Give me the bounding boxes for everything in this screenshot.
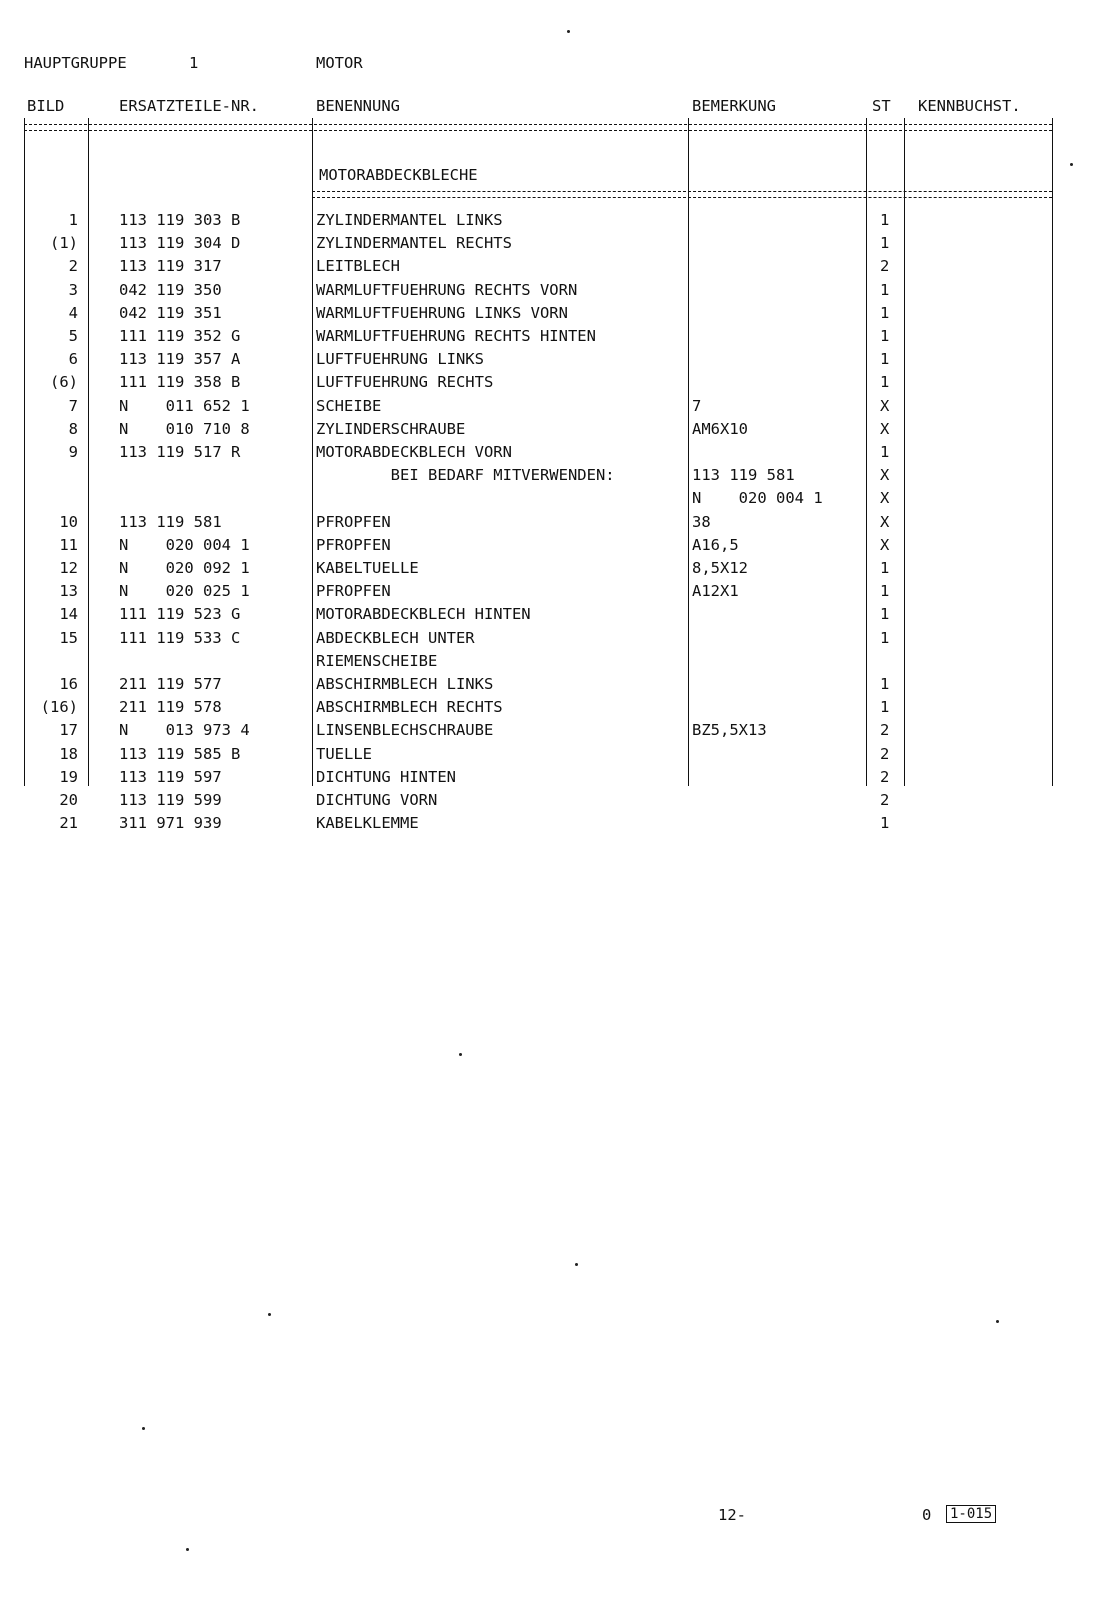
scan-speck (142, 1427, 145, 1430)
row-bild: 12 (59, 559, 78, 577)
scan-speck (1070, 163, 1073, 166)
row-name: LUFTFUEHRUNG LINKS (316, 350, 484, 368)
row-part-number: 113 119 517 R (119, 443, 241, 461)
row-remark: N 020 004 1 (692, 489, 823, 507)
scan-speck (268, 1313, 271, 1316)
row-bild: 19 (59, 768, 78, 786)
row-name: RIEMENSCHEIBE (316, 652, 438, 670)
row-quantity: 1 (880, 373, 890, 391)
row-bild: 20 (59, 791, 78, 809)
row-bild: 18 (59, 745, 78, 763)
row-remark: 113 119 581 (692, 466, 795, 484)
row-bild: 21 (59, 814, 78, 832)
row-quantity: X (880, 466, 890, 484)
row-remark: 8,5X12 (692, 559, 748, 577)
row-quantity: 1 (880, 211, 890, 229)
revision: 0 (922, 1506, 932, 1524)
row-bild: 4 (68, 304, 78, 322)
col-header-bild: BILD (27, 97, 65, 115)
row-name: LINSENBLECHSCHRAUBE (316, 721, 494, 739)
row-bild: 15 (59, 629, 78, 647)
row-name: MOTORABDECKBLECH HINTEN (316, 605, 531, 623)
page-number: 12- (718, 1506, 746, 1524)
row-quantity: 2 (880, 791, 890, 809)
row-bild: 5 (68, 327, 78, 345)
row-name: DICHTUNG HINTEN (316, 768, 456, 786)
col-header-st: ST (872, 97, 891, 115)
col-header-code: KENNBUCHST. (918, 97, 1021, 115)
row-bild: 13 (59, 582, 78, 600)
row-part-number: N 013 973 4 (119, 721, 250, 739)
col-header-remark: BEMERKUNG (692, 97, 776, 115)
row-bild: 11 (59, 536, 78, 554)
row-name: SCHEIBE (316, 397, 382, 415)
row-part-number: 042 119 351 (119, 304, 222, 322)
section-rule (312, 191, 1052, 192)
row-name: ABDECKBLECH UNTER (316, 629, 475, 647)
row-part-number: 111 119 523 G (119, 605, 241, 623)
scan-speck (186, 1548, 189, 1551)
row-quantity: 1 (880, 304, 890, 322)
col-header-name: BENENNUNG (316, 97, 400, 115)
row-quantity: 2 (880, 721, 890, 739)
page-code: 1-015 (946, 1505, 996, 1523)
row-quantity: 1 (880, 350, 890, 368)
row-name: KABELKLEMME (316, 814, 419, 832)
row-name: KABELTUELLE (316, 559, 419, 577)
header-rule-lower (24, 130, 1052, 131)
row-bild: 9 (68, 443, 78, 461)
col-header-part-no: ERSATZTEILE-NR. (119, 97, 259, 115)
scan-speck (575, 1263, 578, 1266)
row-bild: 7 (68, 397, 78, 415)
row-part-number: 111 119 358 B (119, 373, 241, 391)
row-quantity: 2 (880, 257, 890, 275)
row-quantity: 1 (880, 675, 890, 693)
row-part-number: 042 119 350 (119, 281, 222, 299)
row-remark: 7 (692, 397, 702, 415)
row-quantity: 1 (880, 327, 890, 345)
row-part-number: 113 119 317 (119, 257, 222, 275)
row-remark: A16,5 (692, 536, 739, 554)
row-part-number: 113 119 599 (119, 791, 222, 809)
row-name: LUFTFUEHRUNG RECHTS (316, 373, 494, 391)
column-divider (866, 118, 867, 786)
row-name: ABSCHIRMBLECH LINKS (316, 675, 494, 693)
row-remark: AM6X10 (692, 420, 748, 438)
row-bild: 3 (68, 281, 78, 299)
row-bild: (16) (40, 698, 78, 716)
section-title: MOTORABDECKBLECHE (319, 166, 478, 184)
row-quantity: 1 (880, 281, 890, 299)
row-part-number: 113 119 597 (119, 768, 222, 786)
row-quantity: X (880, 513, 890, 531)
row-bild: 8 (68, 420, 78, 438)
row-remark: 38 (692, 513, 711, 531)
column-divider (688, 118, 689, 786)
row-name: ABSCHIRMBLECH RECHTS (316, 698, 503, 716)
row-part-number: 113 119 303 B (119, 211, 241, 229)
row-part-number: 113 119 357 A (119, 350, 241, 368)
row-name: MOTORABDECKBLECH VORN (316, 443, 512, 461)
row-quantity: 2 (880, 745, 890, 763)
row-bild: 10 (59, 513, 78, 531)
row-bild: (1) (50, 234, 78, 252)
column-divider (88, 118, 89, 786)
row-name: PFROPFEN (316, 513, 391, 531)
row-quantity: 1 (880, 582, 890, 600)
row-bild: 14 (59, 605, 78, 623)
row-quantity: 1 (880, 234, 890, 252)
row-part-number: N 010 710 8 (119, 420, 250, 438)
row-quantity: 1 (880, 605, 890, 623)
row-name: LEITBLECH (316, 257, 400, 275)
row-part-number: 111 119 352 G (119, 327, 241, 345)
row-quantity: 1 (880, 698, 890, 716)
row-name: PFROPFEN (316, 582, 391, 600)
row-remark: BZ5,5X13 (692, 721, 767, 739)
row-part-number: 113 119 304 D (119, 234, 241, 252)
column-divider (312, 118, 313, 786)
row-quantity: X (880, 536, 890, 554)
row-part-number: N 020 025 1 (119, 582, 250, 600)
row-name: ZYLINDERSCHRAUBE (316, 420, 466, 438)
column-divider (24, 118, 25, 786)
section-rule-lower (312, 197, 1052, 198)
row-quantity: 2 (880, 768, 890, 786)
row-bild: 17 (59, 721, 78, 739)
row-part-number: 113 119 585 B (119, 745, 241, 763)
row-quantity: 1 (880, 814, 890, 832)
row-bild: 6 (68, 350, 78, 368)
row-bild: 1 (68, 211, 78, 229)
row-name: WARMLUFTFUEHRUNG RECHTS HINTEN (316, 327, 596, 345)
group-number: 1 (189, 54, 199, 72)
row-part-number: 311 971 939 (119, 814, 222, 832)
row-remark: A12X1 (692, 582, 739, 600)
group-label: HAUPTGRUPPE (24, 54, 127, 72)
row-part-number: N 020 092 1 (119, 559, 250, 577)
row-quantity: 1 (880, 443, 890, 461)
row-name: WARMLUFTFUEHRUNG RECHTS VORN (316, 281, 578, 299)
row-part-number: 211 119 577 (119, 675, 222, 693)
row-bild: 2 (68, 257, 78, 275)
row-name: ZYLINDERMANTEL LINKS (316, 211, 503, 229)
row-name: ZYLINDERMANTEL RECHTS (316, 234, 512, 252)
column-divider (1052, 118, 1053, 786)
row-name: DICHTUNG VORN (316, 791, 438, 809)
row-part-number: 211 119 578 (119, 698, 222, 716)
header-rule (24, 124, 1052, 125)
row-quantity: X (880, 420, 890, 438)
row-part-number: 111 119 533 C (119, 629, 241, 647)
row-quantity: 1 (880, 629, 890, 647)
row-name: TUELLE (316, 745, 372, 763)
scan-speck (567, 30, 570, 33)
row-bild: 16 (59, 675, 78, 693)
row-part-number: N 020 004 1 (119, 536, 250, 554)
group-name: MOTOR (316, 54, 363, 72)
row-name: PFROPFEN (316, 536, 391, 554)
row-bild: (6) (50, 373, 78, 391)
row-quantity: X (880, 397, 890, 415)
row-quantity: X (880, 489, 890, 507)
row-name: BEI BEDARF MITVERWENDEN: (316, 466, 615, 484)
row-name: WARMLUFTFUEHRUNG LINKS VORN (316, 304, 568, 322)
row-quantity: 1 (880, 559, 890, 577)
row-part-number: 113 119 581 (119, 513, 222, 531)
scan-speck (996, 1320, 999, 1323)
column-divider (904, 118, 905, 786)
row-part-number: N 011 652 1 (119, 397, 250, 415)
scan-speck (459, 1053, 462, 1056)
